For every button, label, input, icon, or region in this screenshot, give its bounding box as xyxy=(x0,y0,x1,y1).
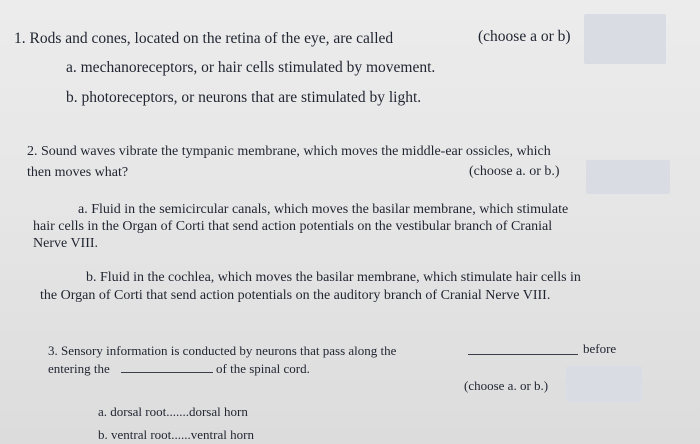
q3-blank-2[interactable] xyxy=(121,372,213,373)
q3-option-a[interactable]: a. dorsal root.......dorsal horn xyxy=(98,404,248,419)
q3-choose-hint: (choose a. or b.) xyxy=(464,378,549,393)
q2-choose-hint: (choose a. or b.) xyxy=(469,164,560,179)
q3-stem-part3: entering the xyxy=(48,361,110,376)
q2-answer-box[interactable] xyxy=(586,160,670,194)
q3-option-b[interactable]: b. ventral root......ventral horn xyxy=(98,427,254,442)
q1-stem: 1. Rods and cones, located on the retina of the eye, are called xyxy=(14,30,394,47)
q1-answer-box[interactable] xyxy=(584,14,666,64)
q3-answer-box[interactable] xyxy=(566,366,642,402)
q2-option-a-line2: hair cells in the Organ of Corti that send action potentials on the vestibular branch of Cranial xyxy=(33,219,553,234)
q1-choose-hint: (choose a or b) xyxy=(478,28,571,45)
q3-blank-1[interactable] xyxy=(468,354,578,355)
q2-option-b-line2: the Organ of Corti that send action potentials on the auditory branch of Cranial Nerve VIII. xyxy=(40,288,551,303)
q3-stem-part1: 3. Sensory information is conducted by neurons that pass along the xyxy=(48,343,397,358)
q2-option-b-line1[interactable]: b. Fluid in the cochlea, which moves the basilar membrane, which stimulate hair cells in xyxy=(86,270,581,285)
q2-stem-line2: then moves what? xyxy=(27,165,129,180)
q3-stem-part2: before xyxy=(583,341,617,356)
q1-option-b[interactable]: b. photoreceptors, or neurons that are stimulated by light. xyxy=(66,89,422,106)
q1-option-a[interactable]: a. mechanoreceptors, or hair cells stimulated by movement. xyxy=(66,59,436,76)
q3-stem-part4: of the spinal cord. xyxy=(216,361,310,376)
q2-option-a-line1[interactable]: a. Fluid in the semicircular canals, which moves the basilar membrane, which stimulate xyxy=(78,202,569,217)
q2-stem-line1: 2. Sound waves vibrate the tympanic membrane, which moves the middle-ear ossicles, which xyxy=(27,144,551,159)
q2-option-a-line3: Nerve VIII. xyxy=(33,236,99,251)
